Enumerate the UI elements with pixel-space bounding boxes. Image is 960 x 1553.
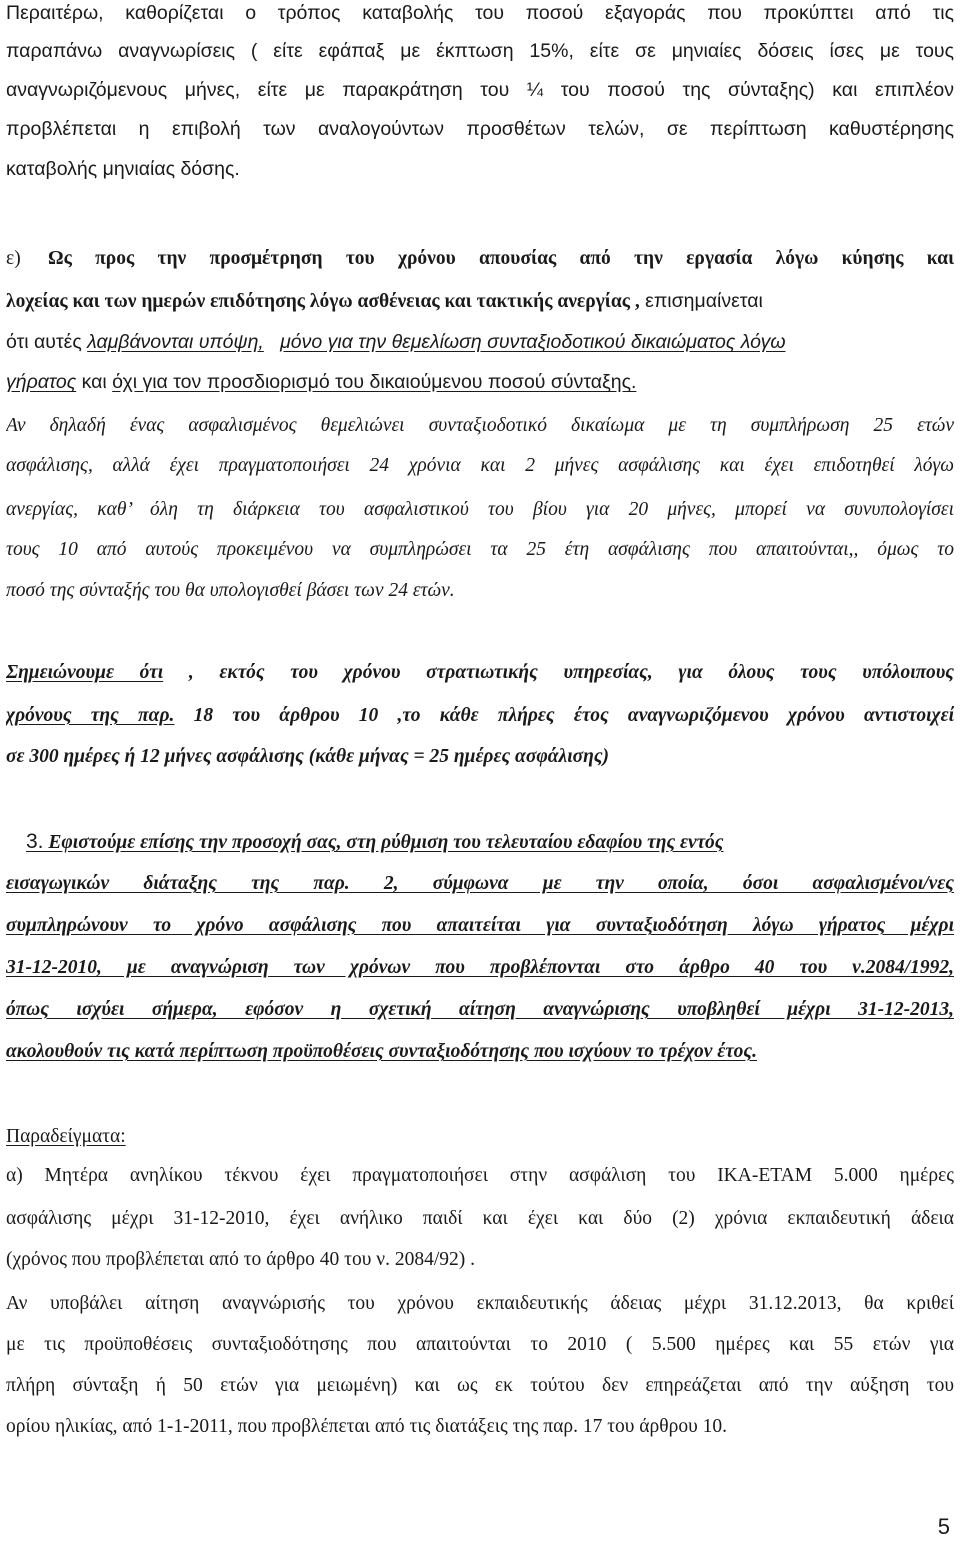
section-e-underlined-text: γήρατος [6,371,77,393]
section-e-text: και [76,371,113,393]
point3-line: ακολουθούν τις κατά περίπτωση προϋποθέσεις συνταξιοδότησης που ισχύουν το τρέχον έτος. [6,1041,757,1062]
section-e-line [6,371,954,394]
section-e-bold-text: λοχείας και των ημερών επιδότησης λόγω ασθένειας και τακτικής ανεργίας , [6,291,640,312]
section-e-marker: ε) [6,248,21,269]
section-e-underlined-text: λαμβάνονται υπόψη, [87,331,264,353]
section-e-line: Ως προς την προσμέτρηση του χρόνου απουσίας από την εργασία λόγω κύησης και [48,248,954,269]
note-text: , εκτός του χρόνου στρατιωτικής υπηρεσίας, για όλους τους υπόλοιπους [163,662,954,683]
note-line [6,705,954,727]
examples-line: με τις προϋποθέσεις συνταξιοδότησης που απαιτούνται το 2010 ( 5.500 ημέρες και 55 ετών για [6,1334,954,1355]
intro-line: παραπάνω αναγνωρίσεις ( είτε εφάπαξ με έκπτωση 15%, είτε σε μηνιαίες δόσεις ίσες με τους [6,40,954,62]
section-e-underlined-text: όχι για τον προσδιορισμό του δικαιούμενου ποσού σύνταξης. [112,371,637,393]
examples-line: α) Μητέρα ανηλίκου τέκνου έχει πραγματοποιήσει στην ασφάλιση του ΙΚΑ-ΕΤΑΜ 5.000 ημέρες [6,1165,954,1186]
point3-line: εισαγωγικών διάταξης της παρ. 2, σύμφωνα με την οποία, όσοι ασφαλισμένοι/νες [6,873,954,894]
examples-heading: Παραδείγματα: [6,1126,126,1147]
note-line: σε 300 ημέρες ή 12 μήνες ασφάλισης (κάθε μήνας = 25 ημέρες ασφάλισης) [6,746,610,767]
note-underlined-text: χρόνους της παρ. [6,705,175,726]
examples-line: (χρόνος που προβλέπεται από το άρθρο 40 του ν. 2084/92) . [6,1249,476,1270]
section-e-line [6,290,954,313]
example-italic-line: ασφάλισης, αλλά έχει πραγματοποιήσει 24 χρόνια και 2 μήνες ασφάλισης και έχει επιδοτηθεί λόγω [6,455,954,476]
section-e-line [6,331,954,354]
point3-line: όπως ισχύει σήμερα, εφόσον η σχετική αίτηση αναγνώρισης υποβληθεί μέχρι 31-12-2013, [6,999,954,1020]
intro-line: αναγνωριζόμενους μήνες, είτε με παρακράτηση του ¼ του ποσού της σύνταξης) και επιπλέον [6,79,954,101]
point3-text: Εφιστούμε επίσης την προσοχή σας, στη ρύθμιση του τελευταίου εδαφίου της εντός [43,832,724,853]
examples-line: ασφάλισης μέχρι 31-12-2010, έχει ανήλικο παιδί και έχει και δύο (2) χρόνια εκπαιδευτική άδεια [6,1208,954,1229]
section-e-gap [264,331,280,353]
section-e-underlined-text: μόνο για την θεμελίωση συνταξιοδοτικού δικαιώματος λόγω [280,331,786,353]
example-italic-line: Αν δηλαδή ένας ασφαλισμένος θεμελιώνει συνταξιοδοτικό δικαίωμα με τη συμπλήρωση 25 ετών [6,415,954,436]
point3-line [6,830,954,854]
example-italic-line: ανεργίας, καθ’ όλη τη διάρκεια του ασφαλιστικού του βίου για 20 μήνες, μπορεί να συνυπολογίσει [6,499,954,520]
note-text: 18 του άρθρου 10 ,το κάθε πλήρες έτος αναγνωριζόμενου χρόνου αντιστοιχεί [174,705,954,726]
page-number: 5 [937,1514,950,1539]
intro-line: προβλέπεται η επιβολή των αναλογούντων προσθέτων τελών, σε περίπτωση καθυστέρησης [6,118,954,140]
examples-line: πλήρη σύνταξη ή 50 ετών για μειωμένη) και ως εκ τούτου δεν επηρεάζεται από την αύξηση του [6,1375,954,1396]
point3-line: συμπληρώνουν το χρόνο ασφάλισης που απαιτείται για συνταξιοδότηση λόγω γήρατος μέχρι [6,915,954,936]
intro-line: Περαιτέρω, καθορίζεται ο τρόπος καταβολής του ποσού εξαγοράς που προκύπτει από τις [6,2,954,24]
section-e-text: επισημαίνεται [639,290,763,312]
example-italic-line: τους 10 από αυτούς προκειμένου να συμπληρώσει τα 25 έτη ασφάλισης που απαιτούνται,, όμως το [6,539,954,560]
point3-number: 3. [26,830,44,853]
note-line [6,662,954,684]
examples-line: ορίου ηλικίας, από 1-1-2011, που προβλέπεται από τις διατάξεις της παρ. 17 του άρθρου 10. [6,1416,727,1437]
note-underlined-text: Σημειώνουμε ότι [6,662,164,683]
point3-line: 31-12-2010, με αναγνώριση των χρόνων που προβλέπονται στο άρθρο 40 του ν.2084/1992, [6,957,954,978]
intro-line: καταβολής μηνιαίας δόσης. [6,158,240,180]
examples-line: Αν υποβάλει αίτηση αναγνώρισής του χρόνου εκπαιδευτικής άδειας μέχρι 31.12.2013, θα κριθεί [6,1293,954,1314]
example-italic-line: ποσό της σύνταξής του θα υπολογισθεί βάσει των 24 ετών. [6,580,455,601]
section-e-text: ότι αυτές [6,331,88,353]
